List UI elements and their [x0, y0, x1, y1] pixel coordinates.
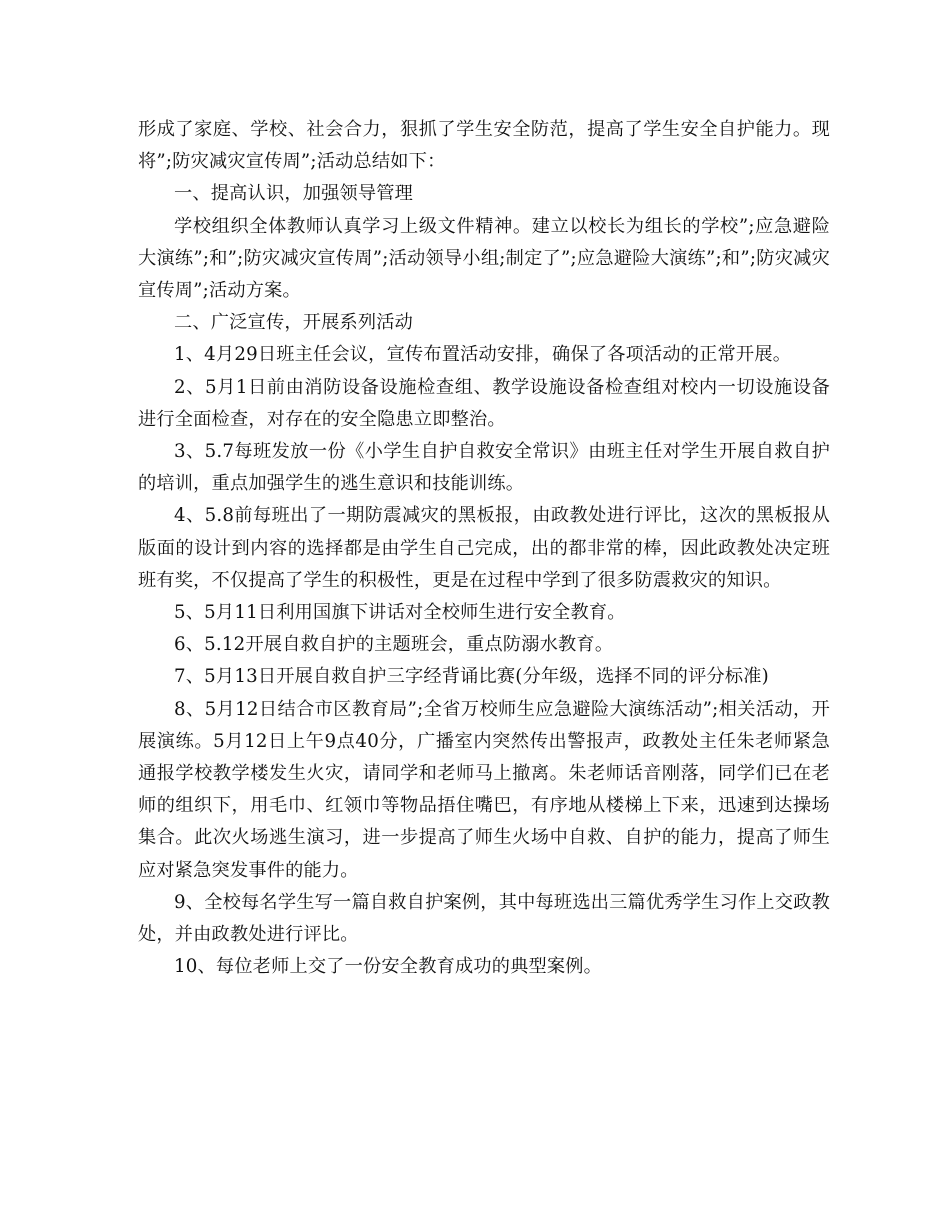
list-item-3: 3、5.7每班发放一份《小学生自护自救安全常识》由班主任对学生开展自救自护的培训，重点加强学生的逃生意识和技能训练。: [138, 441, 830, 495]
list-item-4: 4、5.8前每班出了一期防震减灾的黑板报，由政教处进行评比，这次的黑板报从版面的设计到内容的选择都是由学生自己完成，出的都非常的棒，因此政教处决定班班有奖，不仅提高了学生的积极性，更是在过程中学到了很多防震救灾的知识。: [138, 505, 830, 591]
section-heading-2: 二、广泛宣传，开展系列活动: [174, 312, 414, 334]
section-heading-1: 一、提高认识，加强领导管理: [174, 183, 414, 205]
list-item-6: 6、5.12开展自救自护的主题班会，重点防溺水教育。: [174, 634, 614, 656]
document-body: [138, 114, 830, 983]
list-item-7: 7、5月13日开展自救自护三字经背诵比赛(分年级，选择不同的评分标准): [174, 666, 769, 688]
list-item-1: 1、4月29日班主任会议，宣传布置活动安排，确保了各项活动的正常开展。: [174, 344, 792, 366]
list-item-5: 5、5月11日利用国旗下讲话对全校师生进行安全教育。: [174, 602, 626, 624]
list-item-9: 9、全校每名学生写一篇自救自护案例，其中每班选出三篇优秀学生习作上交政教处，并由政教处进行评比。: [138, 891, 830, 946]
paragraph-leadership: 学校组织全体教师认真学习上级文件精神。建立以校长为组长的学校”;应急避险大演练”;和”;防灾减灾宣传周”;活动领导小组;制定了”;应急避险大演练”;和”;防灾减灾宣传周”;活动方案。: [138, 215, 830, 302]
list-item-10: 10、每位老师上交了一份安全教育成功的典型案例。: [174, 956, 603, 978]
list-item-2: 2、5月1日前由消防设备设施检查组、教学设施设备检查组对校内一切设施设备进行全面检查，对存在的安全隐患立即整治。: [138, 376, 830, 430]
paragraph-intro: 形成了家庭、学校、社会合力，狠抓了学生安全防范，提高了学生安全自护能力。现将”;防灾减灾宣传周”;活动总结如下：: [138, 119, 830, 173]
list-item-8: 8、5月12日结合市区教育局”;全省万校师生应急避险大演练活动”;相关活动，开展演练。5月12日上午9点40分，广播室内突然传出警报声，政教处主任朱老师紧急通报学校教学楼发生火灾，请同学和老师马上撤离。朱老师话音刚落，同学们已在老师的组织下，用毛巾、红领巾等物品捂住嘴巴，有序地从楼梯上下来，迅速到达操场集合。此次火场逃生演习，进一步提高了师生火场中自救、自护的能力，提高了师生应对紧急突发事件的能力。: [138, 698, 830, 881]
